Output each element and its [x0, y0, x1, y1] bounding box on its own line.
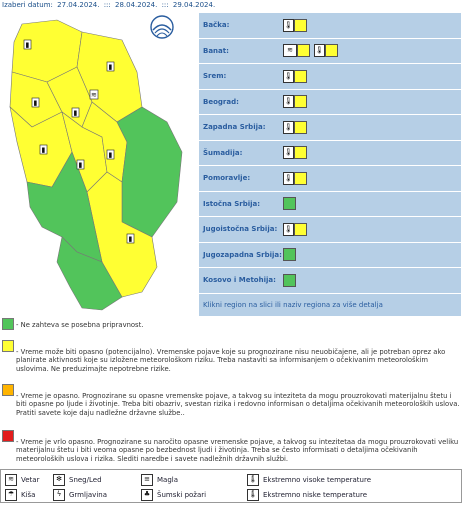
region-icons	[283, 19, 307, 32]
region-row[interactable]	[199, 39, 461, 65]
svg-text:▮: ▮	[78, 161, 83, 169]
warning-level-swatch	[283, 197, 296, 210]
phenomena-legend	[0, 469, 462, 503]
snow-ice-icon: ✻	[53, 474, 65, 486]
warning-icon-group	[283, 19, 307, 32]
date-separator: :::	[103, 1, 111, 9]
wind-icon: ≋	[5, 474, 17, 486]
region-icons	[283, 172, 307, 185]
region-name[interactable]: Zapadna Srbija:	[203, 123, 266, 132]
phenomenon-label: Ekstremno visoke temperature	[263, 475, 372, 484]
wind-icon: ≋	[283, 44, 297, 57]
warning-icon-group	[283, 70, 307, 83]
region-icons	[283, 44, 338, 57]
region-name[interactable]: Jugozapadna Srbija:	[203, 250, 282, 259]
phenomenon-label: Kiša	[21, 490, 36, 499]
map-marker-icon	[24, 40, 31, 49]
region-row[interactable]	[199, 90, 461, 116]
phenomenon-label: Grmljavina	[69, 490, 107, 499]
region-icons	[283, 274, 296, 287]
phenomenon-label: Magla	[157, 475, 179, 484]
legend-text: - Vreme može biti opasno (potencijalno). Vremenske pojave koje su prognozirane nisu neuobičajene, ali je potreban oprez ako planirate aktivnosti koje su izložene meteorološkom riziku. Treba nastaviti sa informisanjem o očekivanim meteorološkim uslovima. Ne preduzimajte nepotrebne rizike.	[16, 348, 446, 373]
phenomenon-thunderstorm	[53, 487, 107, 502]
region-row[interactable]	[199, 13, 461, 39]
date-separator: :::	[161, 1, 169, 9]
phenomenon-label: Šumski požari	[157, 490, 207, 499]
map-marker-icon	[77, 160, 84, 169]
legend-item-yellow	[2, 340, 462, 373]
legend-item-orange	[2, 384, 462, 417]
region-name[interactable]: Jugoistočna Srbija:	[203, 225, 278, 234]
date-selector	[2, 1, 217, 9]
date-link-2[interactable]: 28.04.2024.	[115, 1, 158, 9]
warning-icon-group	[283, 172, 307, 185]
region-name[interactable]: Srem:	[203, 72, 227, 81]
serbia-map-svg	[2, 12, 198, 312]
svg-text:▮: ▮	[108, 151, 113, 159]
svg-text:▮: ▮	[25, 41, 30, 49]
warning-level-swatch	[294, 223, 307, 236]
svg-text:≋: ≋	[91, 91, 97, 99]
warning-map	[2, 12, 198, 312]
warning-level-swatch	[283, 248, 296, 261]
legend-item-red	[2, 430, 462, 463]
warning-level-swatch	[294, 70, 307, 83]
thermometer-high-icon: 🌡	[283, 172, 294, 185]
map-region-istocna-srbija[interactable]	[117, 107, 182, 237]
region-icons	[283, 146, 307, 159]
region-icons	[283, 95, 307, 108]
phenomenon-thermometer-low	[247, 487, 367, 502]
map-marker-icon	[107, 150, 114, 159]
warning-icon-group	[283, 146, 307, 159]
date-link-1[interactable]: 27.04.2024.	[57, 1, 100, 9]
thermometer-high-icon: 🌡	[283, 70, 294, 83]
thermometer-high-icon: 🌡	[283, 121, 294, 134]
phenomenon-forest-fire	[141, 487, 206, 502]
region-row[interactable]	[199, 243, 461, 269]
phenomenon-snow-ice	[53, 472, 102, 487]
svg-text:▮: ▮	[73, 109, 78, 117]
map-marker-icon	[40, 145, 47, 154]
rhmz-logo	[148, 14, 176, 42]
region-row[interactable]	[199, 217, 461, 243]
thermometer-low-icon: 🌡	[247, 489, 259, 501]
legend-text: - Vreme je opasno. Prognozirane su opasne vremenske pojave, a takvog su inteziteta da mogu prouzrokovati materijalnu štetu i biti opasne po ljude i životinje. Treba biti obazriv, svestan rizika i redovno informisan o detaljima očekivanih meteoroloških uslova. Pratiti savete koje daju nadležne državne službe..	[16, 392, 460, 417]
region-row[interactable]	[199, 166, 461, 192]
region-name[interactable]: Beograd:	[203, 97, 239, 106]
thermometer-high-icon: 🌡	[283, 19, 294, 32]
warning-level-swatch	[294, 121, 307, 134]
region-name[interactable]: Istočna Srbija:	[203, 199, 261, 208]
thermometer-high-icon: 🌡	[283, 95, 294, 108]
phenomenon-wind	[5, 472, 39, 487]
phenomenon-rain	[5, 487, 35, 502]
legend-swatch	[2, 340, 14, 352]
map-marker-icon	[72, 108, 79, 117]
svg-text:▮: ▮	[41, 146, 46, 154]
thermometer-high-icon: 🌡	[283, 146, 294, 159]
legend-text: - Ne zahteva se posebna pripravnost.	[16, 321, 144, 329]
svg-text:▮: ▮	[33, 99, 38, 107]
phenomenon-label: Sneg/Led	[69, 475, 102, 484]
svg-text:▮: ▮	[128, 235, 133, 243]
legend-swatch	[2, 318, 14, 330]
region-icons	[283, 223, 307, 236]
legend-item-green	[2, 318, 462, 329]
legend-swatch	[2, 430, 14, 442]
region-row[interactable]	[199, 268, 461, 294]
region-row[interactable]	[199, 141, 461, 167]
warning-level-swatch	[294, 95, 307, 108]
region-row[interactable]	[199, 192, 461, 218]
region-name[interactable]: Pomoravlje:	[203, 174, 251, 183]
legend-swatch	[2, 384, 14, 396]
phenomenon-thermometer-high	[247, 472, 371, 487]
fog-icon: ≡	[141, 474, 153, 486]
region-name[interactable]: Šumadija:	[203, 148, 243, 157]
rain-icon: ☂	[5, 489, 17, 501]
warning-icon-group	[283, 95, 307, 108]
warning-level-swatch	[325, 44, 338, 57]
svg-text:▮: ▮	[108, 63, 113, 71]
map-marker-icon	[107, 62, 114, 71]
region-icons	[283, 70, 307, 83]
region-name[interactable]: Bačka:	[203, 21, 230, 30]
region-icons	[283, 197, 296, 210]
map-marker-icon	[32, 98, 39, 107]
date-selector-label: Izaberi datum:	[2, 1, 53, 9]
thermometer-high-icon: 🌡	[283, 223, 294, 236]
map-marker-icon	[127, 234, 134, 243]
region-name[interactable]: Kosovo i Metohija:	[203, 276, 276, 285]
thunderstorm-icon: ϟ	[53, 489, 65, 501]
phenomenon-label: Ekstremno niske temperature	[263, 490, 368, 499]
thermometer-high-icon: 🌡	[247, 474, 259, 486]
warning-level-swatch	[297, 44, 310, 57]
warning-level-swatch	[283, 274, 296, 287]
phenomenon-fog	[141, 472, 178, 487]
logo-icon	[148, 14, 176, 42]
region-row[interactable]	[199, 64, 461, 90]
warning-level-swatch	[294, 19, 307, 32]
regions-table	[199, 13, 461, 316]
thermometer-high-icon: 🌡	[314, 44, 325, 57]
map-marker-icon	[90, 90, 98, 99]
region-hint: Klikni region na slici ili naziv regiona za više detalja	[199, 294, 461, 316]
forest-fire-icon: ♣	[141, 489, 153, 501]
region-icons	[283, 121, 307, 134]
region-row[interactable]	[199, 115, 461, 141]
warning-icon-group	[283, 223, 307, 236]
legend-text: - Vreme je vrlo opasno. Prognozirane su naročito opasne vremenske pojave, a takvog su intezitetaa da mogu prouzrokovati veliku materijalnu štetu i biti veoma opasne po bezbednost ljudi i životinja. Treba se često informisati o detaljima očekivanih meteoroloških uslova i rizika. Slediti naredbe i savete nadležnih državnih službi.	[16, 438, 459, 463]
warning-icon-group	[283, 121, 307, 134]
phenomenon-label: Vetar	[21, 475, 40, 484]
region-icons	[283, 248, 296, 261]
warning-icon-group	[314, 44, 338, 57]
region-name[interactable]: Banat:	[203, 46, 229, 55]
date-link-3[interactable]: 29.04.2024.	[172, 1, 216, 9]
warning-level-swatch	[294, 146, 307, 159]
warning-icon-group	[283, 44, 310, 57]
warning-level-swatch	[294, 172, 307, 185]
